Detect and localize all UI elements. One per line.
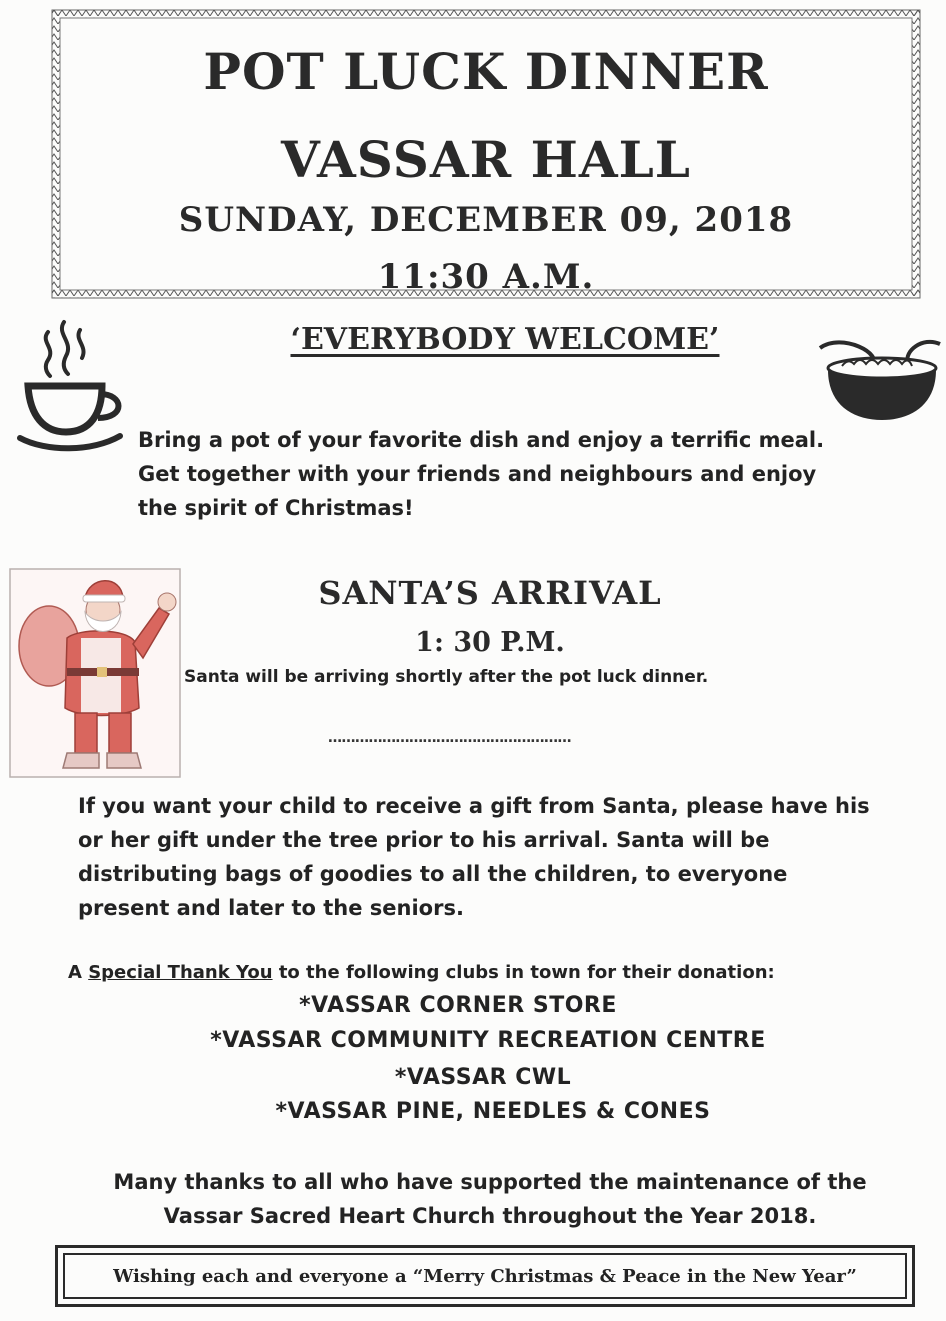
santa-arrival-time: 1: 30 P.M. bbox=[415, 627, 565, 658]
sponsor-item: *VASSAR CORNER STORE bbox=[299, 993, 617, 1018]
footer-box bbox=[55, 1245, 915, 1307]
christmas-greeting: Wishing each and everyone a “Merry Christmas & Peace in the New Year” bbox=[113, 1265, 857, 1287]
footer-inner-border bbox=[63, 1253, 907, 1299]
gift-paragraph: If you want your child to receive a gift from Santa, please have his or her gift under the tree prior to his arrival. Santa will be distributing bags of goodies to all the children, to everyone present and later to the seniors. bbox=[78, 794, 870, 920]
sponsor-item: *VASSAR PINE, NEEDLES & CONES bbox=[275, 1099, 711, 1124]
event-venue: VASSAR HALL bbox=[281, 130, 691, 189]
special-thank-you: Special Thank You bbox=[88, 962, 273, 983]
thank-you-line bbox=[68, 962, 898, 983]
closing-paragraph: Many thanks to all who have supported the maintenance of the Vassar Sacred Heart Church throughout the Year 2018. bbox=[113, 1170, 867, 1228]
event-title: POT LUCK DINNER bbox=[203, 42, 769, 101]
title-box bbox=[50, 8, 922, 300]
event-time: 11:30 A.M. bbox=[377, 257, 595, 297]
santa-clipart bbox=[9, 568, 181, 778]
sponsor-item: *VASSAR CWL bbox=[394, 1065, 572, 1090]
coffee-cup-icon bbox=[16, 314, 136, 464]
thank-you-suffix: to the following clubs in town for their donation: bbox=[272, 962, 775, 983]
sponsor-item: *VASSAR COMMUNITY RECREATION CENTRE bbox=[210, 1028, 766, 1053]
santa-arrival-heading: SANTA’S ARRIVAL bbox=[318, 574, 662, 612]
thank-you-prefix: A bbox=[68, 962, 89, 983]
intro-paragraph: Bring a pot of your favorite dish and enjoy a terrific meal. Get together with your friends and neighbours and enjoy the spirit of Christmas! bbox=[138, 428, 825, 520]
bowl-icon bbox=[812, 334, 944, 424]
dotted-divider: ……………………………………………… bbox=[328, 730, 571, 746]
event-date: SUNDAY, DECEMBER 09, 2018 bbox=[178, 200, 794, 240]
welcome-heading: ‘EVERYBODY WELCOME’ bbox=[290, 322, 720, 357]
santa-arrival-note: Santa will be arriving shortly after the pot luck dinner. bbox=[184, 667, 709, 687]
